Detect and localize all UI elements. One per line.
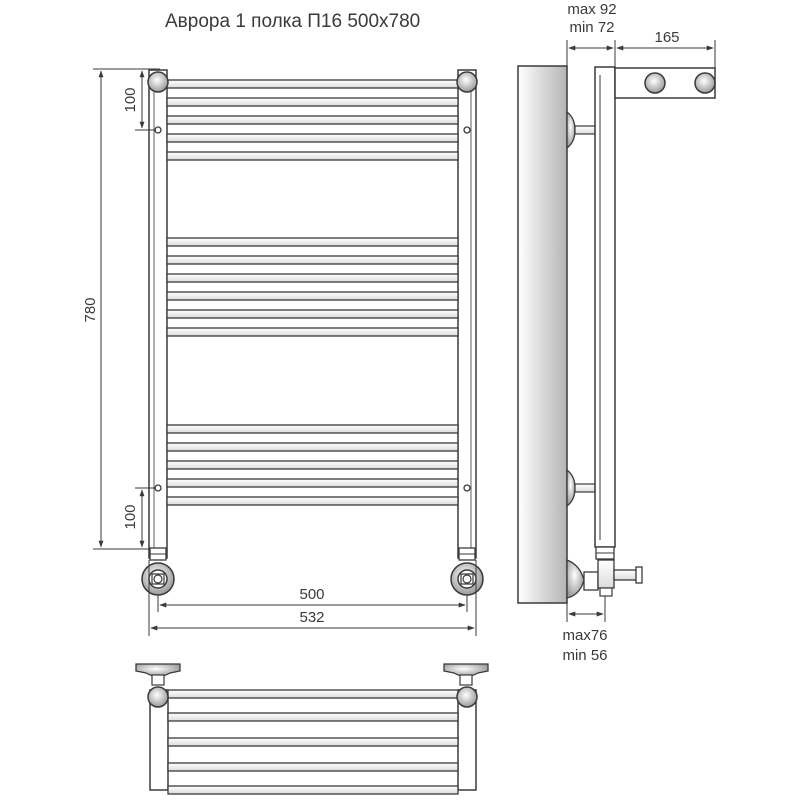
bottom-offset-max-label: max76 xyxy=(562,627,608,644)
inner-width-label: 500 xyxy=(299,586,325,603)
right-top-cap xyxy=(457,72,477,92)
wall xyxy=(518,66,567,603)
side-shelf xyxy=(615,68,715,98)
radiator-bar-2 xyxy=(167,116,458,124)
shelf-bars xyxy=(168,690,458,794)
top-wall-bracket xyxy=(567,112,595,148)
front-view xyxy=(82,69,483,636)
shelf-depth-dimension xyxy=(617,29,715,70)
radiator-bar-12 xyxy=(167,443,458,451)
top-view xyxy=(136,664,488,794)
right-top-view-bracket xyxy=(444,664,488,685)
radiator-bar-9 xyxy=(167,310,458,318)
radiator-bar-4 xyxy=(167,152,458,160)
shelf-right-cap xyxy=(457,687,477,707)
radiator-bar-5 xyxy=(167,238,458,246)
radiator-bar-1 xyxy=(167,98,458,106)
side-rail xyxy=(595,67,615,547)
top-offset-dimension xyxy=(567,1,617,70)
top-offset-max-label: max 92 xyxy=(567,1,617,18)
radiator-bar-13 xyxy=(167,461,458,469)
outer-width-label: 532 xyxy=(299,609,325,626)
right-valve-connector xyxy=(451,563,483,595)
bottom-offset-dimension xyxy=(562,596,607,664)
left-top-view-bracket xyxy=(136,664,180,685)
front-bars-group xyxy=(167,80,458,505)
height-label: 780 xyxy=(82,297,99,323)
radiator-bar-15 xyxy=(167,497,458,505)
top-offset-min-label: min 72 xyxy=(569,19,615,36)
left-top-cap xyxy=(148,72,168,92)
shelf-depth-label: 165 xyxy=(654,29,680,46)
shelf-left-cap xyxy=(148,687,168,707)
radiator-bar-3 xyxy=(167,134,458,142)
radiator-bar-0 xyxy=(167,80,458,88)
radiator-bar-10 xyxy=(167,328,458,336)
radiator-bar-11 xyxy=(167,425,458,433)
bottom-mount-offset-label: 100 xyxy=(122,504,139,530)
side-view xyxy=(518,1,715,664)
radiator-bar-7 xyxy=(167,274,458,282)
side-valve xyxy=(567,547,642,598)
radiator-bar-6 xyxy=(167,256,458,264)
left-valve-connector xyxy=(142,563,174,595)
bottom-offset-min-label: min 56 xyxy=(562,647,608,664)
drawing-title: Аврора 1 полка П16 500х780 xyxy=(165,11,421,32)
top-mount-offset-label: 100 xyxy=(122,87,139,113)
bottom-wall-bracket xyxy=(567,470,595,506)
right-bottom-mount-hole xyxy=(464,485,470,491)
right-top-mount-hole xyxy=(464,127,470,133)
radiator-bar-8 xyxy=(167,292,458,300)
radiator-bar-14 xyxy=(167,479,458,487)
